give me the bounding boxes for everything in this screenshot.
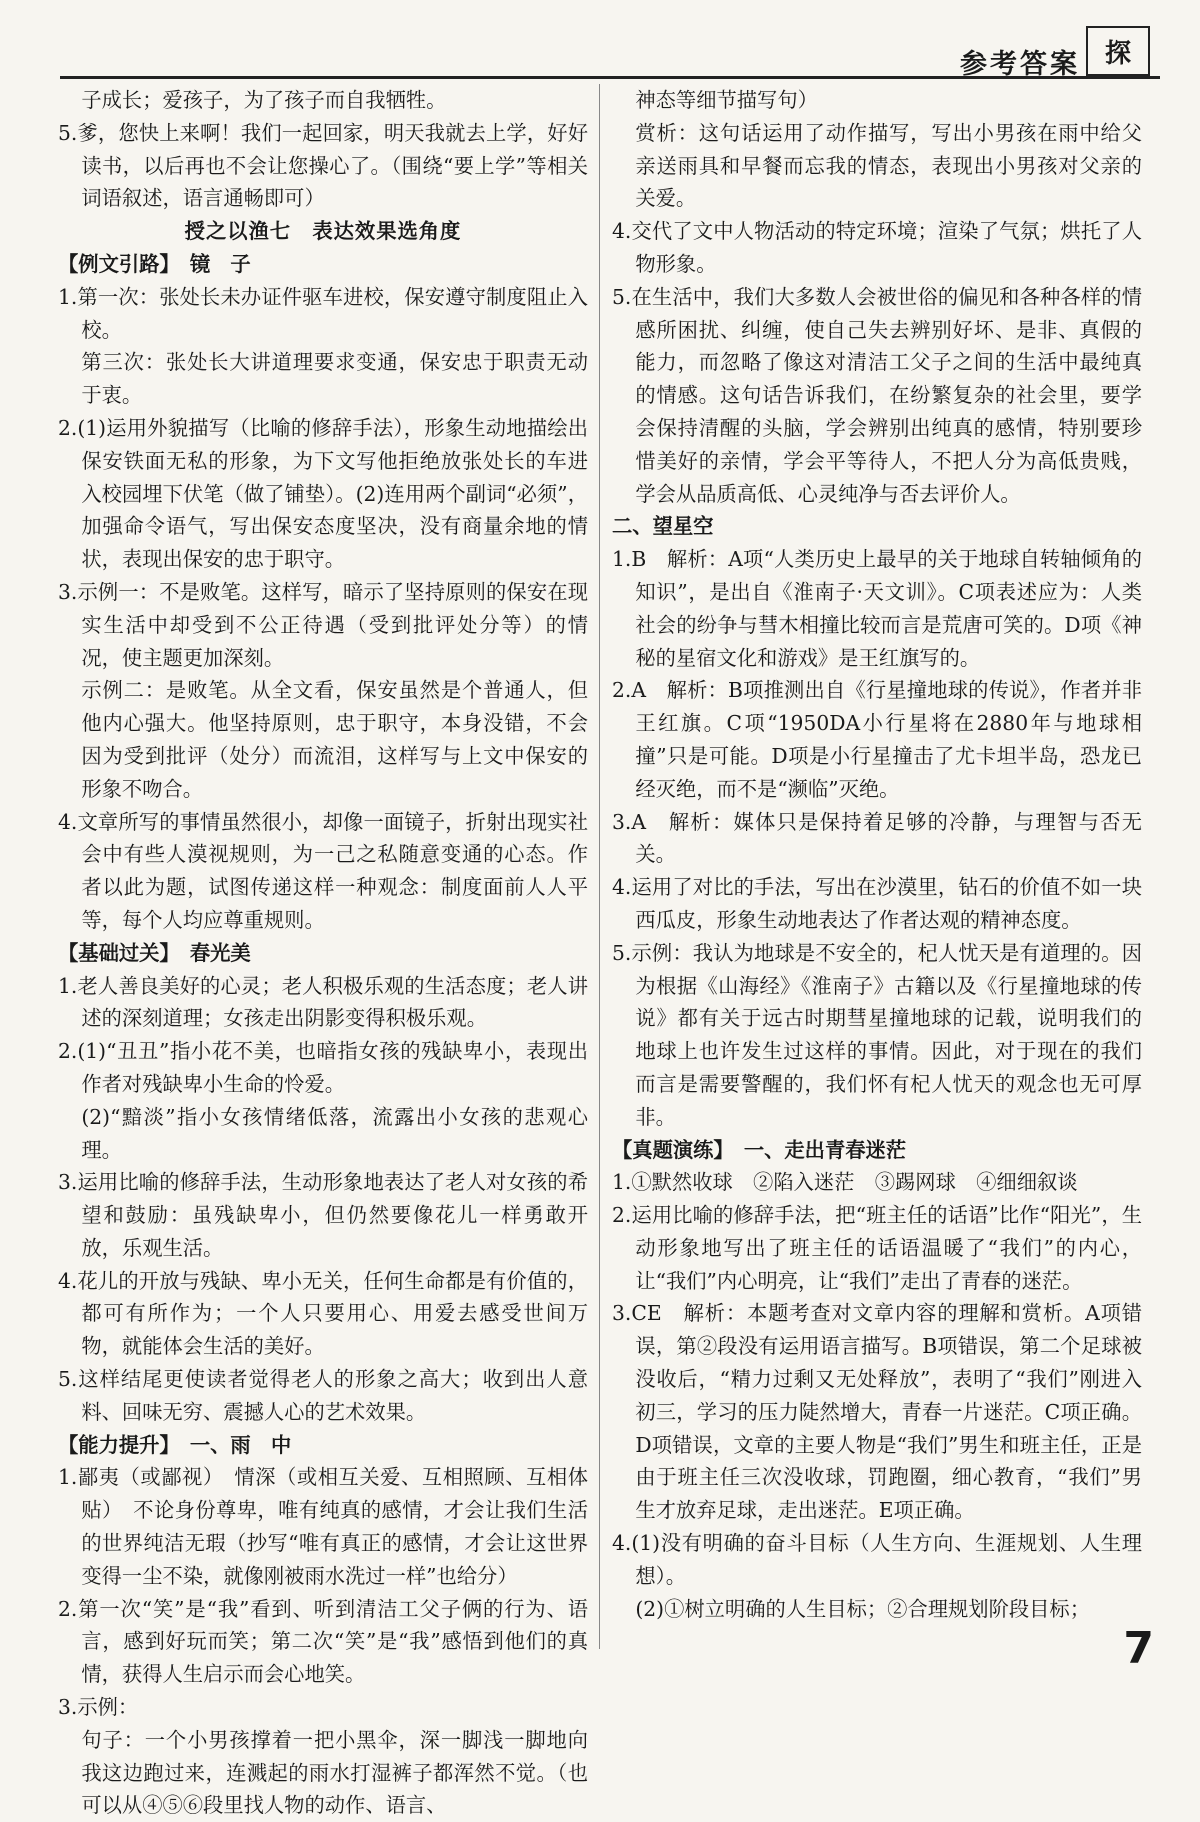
header-title: 参考答案	[960, 49, 1080, 80]
answer-paragraph: 2.A 解析：B项推测出自《行星撞地球的传说》，作者并非王红旗。C项“1950DA小行星将在2880年与地球相撞”只是可能。D项是小行星撞击了尤卡坦半岛，恐龙已经灭绝，而不是“濒临”灭绝。	[612, 678, 1142, 801]
answer-paragraph: 4.交代了文中人物活动的特定环境；渲染了气氛；烘托了人物形象。	[612, 219, 1142, 276]
answer-paragraph: 4.(1)没有明确的奋斗目标（人生方向、生涯规划、人生理想）。	[612, 1531, 1142, 1588]
answer-paragraph: 4.花儿的开放与残缺、卑小无关，任何生命都是有价值的，都可有所作为；一个人只要用心、用爱去感受世间万物，就能体会生活的美好。	[58, 1268, 588, 1359]
page-header	[60, 16, 1160, 79]
answer-paragraph: (2)①树立明确的人生目标；②合理规划阶段目标；	[635, 1596, 1090, 1621]
answer-paragraph: 5.在生活中，我们大多数人会被世俗的偏见和各种各样的情感所困扰、纠缠，使自己失去辨别好坏、是非、真假的能力，而忽略了像这对清洁工父子之间的生活中最纯真的情感。这句话告诉我们，在纷繁复杂的社会里，要学会保持清醒的头脑，学会辨别出纯真的感情，特别要珍惜美好的亲情，学会平等待人，不把人分为高低贵贱，学会从品质高低、心灵纯净与否去评价人。	[612, 284, 1142, 506]
answer-paragraph: 1.老人善良美好的心灵；老人积极乐观的生活态度；老人讲述的深刻道理；女孩走出阴影变得积极乐观。	[58, 973, 588, 1031]
logo-icon: 探	[1086, 26, 1150, 76]
answer-paragraph: 2.(1)“丑丑”指小花不美，也暗指女孩的残缺卑小，表现出作者对残缺卑小生命的怜爱。	[58, 1039, 588, 1096]
answer-paragraph: 5.示例：我认为地球是不安全的，杞人忧天是有道理的。因为根据《山海经》《淮南子》古籍以及《行星撞地球的传说》都有关于远古时期彗星撞地球的记载，说明我们的地球上也许发生过这样的事情。因此，对于现在的我们而言是需要警醒的，我们怀有杞人忧天的观念也无可厚非。	[612, 940, 1142, 1129]
answer-paragraph: 4.文章所写的事情虽然很小，却像一面镜子，折射出现实社会中有些人漠视规则，为一己之私随意变通的心态。作者以此为题，试图传递这样一种观念：制度面前人人平等，每个人均应尊重规则。	[58, 809, 588, 932]
section-heading: 授之以渔七 表达效果选角度	[184, 219, 462, 244]
answer-paragraph: 子成长；爱孩子，为了孩子而自我牺牲。	[81, 88, 447, 112]
answer-paragraph: 1.B 解析：A项“人类历史上最早的关于地球自转轴倾角的知识”，是出自《淮南子·天文训》。C项表述应为：人类社会的纷争与彗木相撞比较而言是荒唐可笑的。D项《神秘的星宿文化和游戏》是王红旗写的。	[612, 547, 1142, 670]
subsection-title: 【例文引路】 镜 子	[58, 251, 251, 276]
right-column	[612, 84, 1142, 1625]
column-divider	[599, 84, 600, 1649]
answer-paragraph: 第三次：张处长大讲道理要求变通，保安忠于职责无动于衷。	[81, 350, 588, 408]
subsection-title: 【基础过关】 春光美	[58, 940, 251, 965]
answer-paragraph: 1.鄙夷（或鄙视） 情深（或相互关爱、互相照顾、互相体贴） 不论身份尊卑，唯有纯真的感情，才会让我们生活的世界纯洁无瑕（抄写“唯有真正的感情，才会让这世界变得一尘不染，就像刚被雨水洗过一样”也给分）	[58, 1465, 588, 1588]
answer-paragraph: 5.这样结尾更使读者觉得老人的形象之高大；收到出人意料、回味无穷、震撼人心的艺术效果。	[58, 1367, 588, 1424]
answer-paragraph: 5.爹，您快上来啊！我们一起回家，明天我就去上学，好好读书，以后再也不会让您操心了。（围绕“要上学”等相关词语叙述，语言通畅即可）	[58, 120, 588, 211]
subsection-title: 【真题演练】 一、走出青春迷茫	[612, 1137, 907, 1162]
answer-paragraph: 2.(1)运用外貌描写（比喻的修辞手法），形象生动地描绘出保安铁面无私的形象，为下文写他拒绝放张处长的车进入校园埋下伏笔（做了铺垫）。(2)连用两个副词“必须”，加强命令语气，写出保安态度坚决，没有商量余地的情状，表现出保安的忠于职守。	[58, 415, 588, 572]
answer-paragraph: 3.A 解析：媒体只是保持着足够的冷静，与理智与否无关。	[612, 809, 1142, 867]
answer-paragraph: 3.示例：	[58, 1695, 139, 1720]
answer-paragraph: 1.第一次：张处长未办证件驱车进校，保安遵守制度阻止入校。	[58, 284, 588, 342]
answer-paragraph: 赏析：这句话运用了动作描写，写出小男孩在雨中给父亲送雨具和早餐而忘我的情态，表现出小男孩对父亲的关爱。	[635, 120, 1142, 211]
answer-paragraph: 句子：一个小男孩撑着一把小黑伞，深一脚浅一脚地向我这边跑过来，连溅起的雨水打湿裤子都浑然不觉。（也可以从④⑤⑥段里找人物的动作、语言、	[81, 1727, 588, 1818]
answer-paragraph: 示例二：是败笔。从全文看，保安虽然是个普通人，但他内心强大。他坚持原则，忠于职守，本身没错，不会因为受到批评（处分）而流泪，这样写与上文中保安的形象不吻合。	[81, 678, 588, 801]
answer-paragraph: 2.第一次“笑”是“我”看到、听到清洁工父子俩的行为、语言，感到好玩而笑；第二次“笑”是“我”感悟到他们的真情，获得人生启示而会心地笑。	[58, 1596, 588, 1687]
answer-paragraph: 2.运用比喻的修辞手法，把“班主任的话语”比作“阳光”，生动形象地写出了班主任的话语温暖了“我们”的内心，让“我们”内心明亮，让“我们”走出了青春的迷茫。	[612, 1203, 1142, 1293]
answer-paragraph: 1.①默然收球 ②陷入迷茫 ③踢网球 ④细细叙谈	[612, 1170, 1078, 1195]
page-number: 7	[1123, 1623, 1154, 1674]
answer-paragraph: 3.运用比喻的修辞手法，生动形象地表达了老人对女孩的希望和鼓励：虽残缺卑小，但仍然要像花儿一样勇敢开放，乐观生活。	[58, 1170, 588, 1260]
answer-paragraph: 4.运用了对比的手法，写出在沙漠里，钻石的价值不如一块西瓜皮，形象生动地表达了作者达观的精神态度。	[612, 875, 1142, 932]
left-column	[58, 84, 588, 1822]
subsection-title: 二、望星空	[612, 514, 714, 539]
answer-paragraph: 3.CE 解析：本题考查对文章内容的理解和赏析。A项错误，第②段没有运用语言描写。B项错误，第二个足球被没收后，“精力过剩又无处释放”，表明了“我们”刚进入初三，学习的压力陡然增大，青春一片迷茫。C项正确。D项错误，文章的主要人物是“我们”男生和班主任，正是由于班主任三次没收球，罚跑圈，细心教育，“我们”男生才放弃足球，走出迷茫。E项正确。	[612, 1301, 1142, 1523]
answer-paragraph: (2)“黯淡”指小女孩情绪低落，流露出小女孩的悲观心理。	[81, 1104, 588, 1162]
answer-paragraph: 3.示例一：不是败笔。这样写，暗示了坚持原则的保安在现实生活中却受到不公正待遇（受到批评处分等）的情况，使主题更加深刻。	[58, 579, 588, 670]
answer-paragraph: 神态等细节描写句）	[635, 88, 818, 112]
subsection-title: 【能力提升】 一、雨 中	[58, 1432, 292, 1457]
